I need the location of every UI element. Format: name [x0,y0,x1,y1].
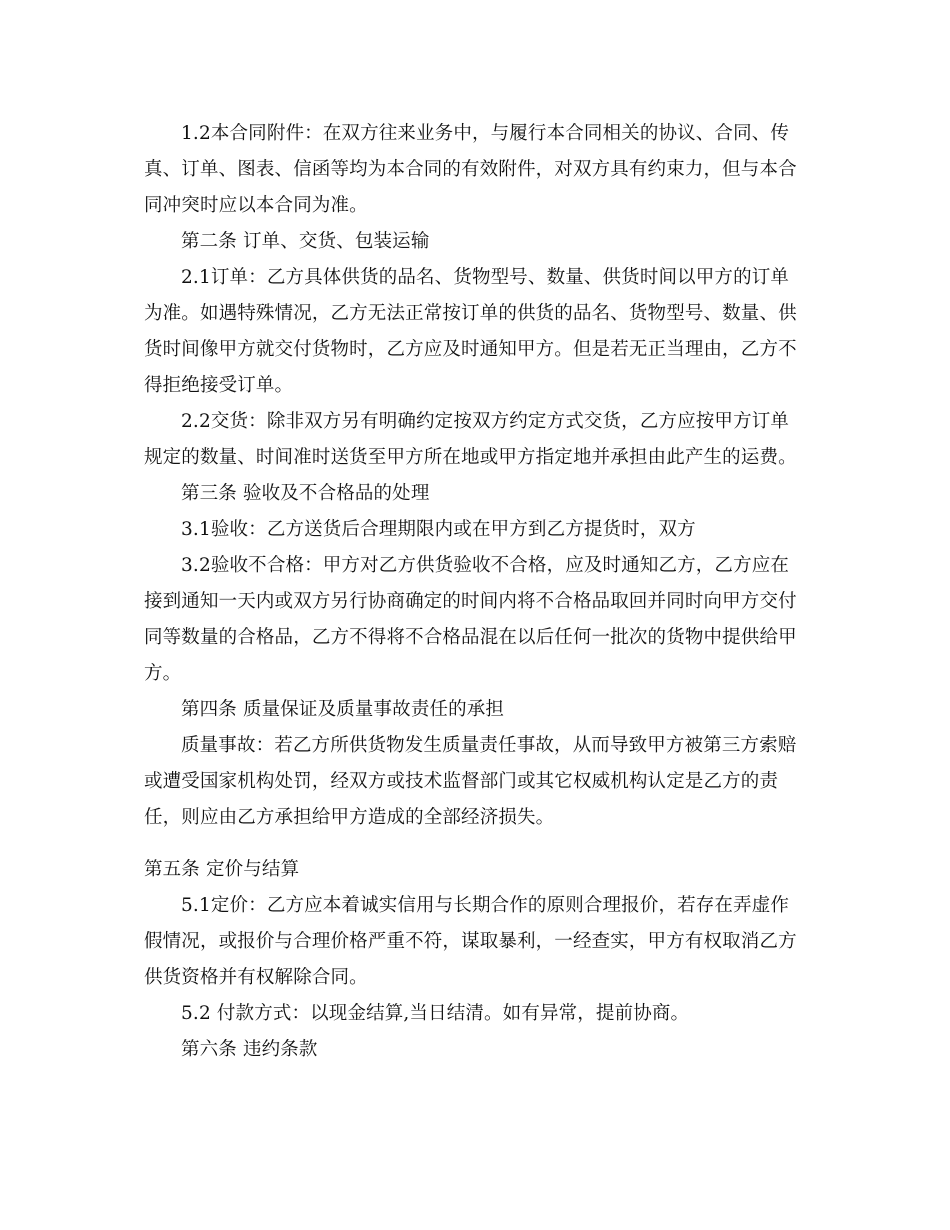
paragraph-inspection-clause: 3.1验收：乙方送货后合理期限内或在甲方到乙方提货时，双方 [181,519,696,540]
section-heading-article-6: 第六条 违约条款 [181,1039,318,1060]
paragraph-attachment-clause: 1.2本合同附件：在双方往来业务中，与履行本合同相关的协议、合同、传真、订单、图表、信函等均为本合同的有效附件，对双方具有约束力，但与本合同冲突时应以本合同为准。 [144,123,797,216]
paragraph-order-clause: 2.1订单：乙方具体供货的品名、货物型号、数量、供货时间以甲方的订单为准。如遇特殊情况，乙方无法正常按订单的供货的品名、货物型号、数量、供货时间像甲方就交付货物时，乙方应及时通知甲方。但是若无正当理由，乙方不得拒绝接受订单。 [144,267,797,396]
section-heading-article-4: 第四条 质量保证及质量事故责任的承担 [181,699,505,720]
paragraph-quality-accident-clause: 质量事故：若乙方所供货物发生质量责任事故，从而导致甲方被第三方索赔或遭受国家机构处罚，经双方或技术监督部门或其它权威机构认定是乙方的责任，则应由乙方承担给甲方造成的全部经济损失。 [144,735,797,828]
section-heading-article-3: 第三条 验收及不合格品的处理 [181,483,430,504]
paragraph-delivery-clause: 2.2交货：除非双方另有明确约定按双方约定方式交货，乙方应按甲方订单规定的数量、时间准时送货至甲方所在地或甲方指定地并承担由此产生的运费。 [144,411,797,468]
section-heading-article-2: 第二条 订单、交货、包装运输 [181,231,430,252]
paragraph-pricing-clause: 5.1定价：乙方应本着诚实信用与长期合作的原则合理报价，若存在弄虚作假情况，或报价与合理价格严重不符，谋取暴利，一经查实，甲方有权取消乙方供货资格并有权解除合同。 [144,895,797,988]
section-heading-article-5: 第五条 定价与结算 [144,859,300,880]
document-body [144,116,804,1068]
paragraph-payment-clause: 5.2 付款方式：以现金结算,当日结清。如有异常，提前协商。 [181,1003,690,1024]
paragraph-nonconforming-clause: 3.2验收不合格：甲方对乙方供货验收不合格，应及时通知乙方，乙方应在接到通知一天内或双方另行协商确定的时间内将不合格品取回并同时向甲方交付同等数量的合格品，乙方不得将不合格品混在以后任何一批次的货物中提供给甲方。 [144,555,797,684]
